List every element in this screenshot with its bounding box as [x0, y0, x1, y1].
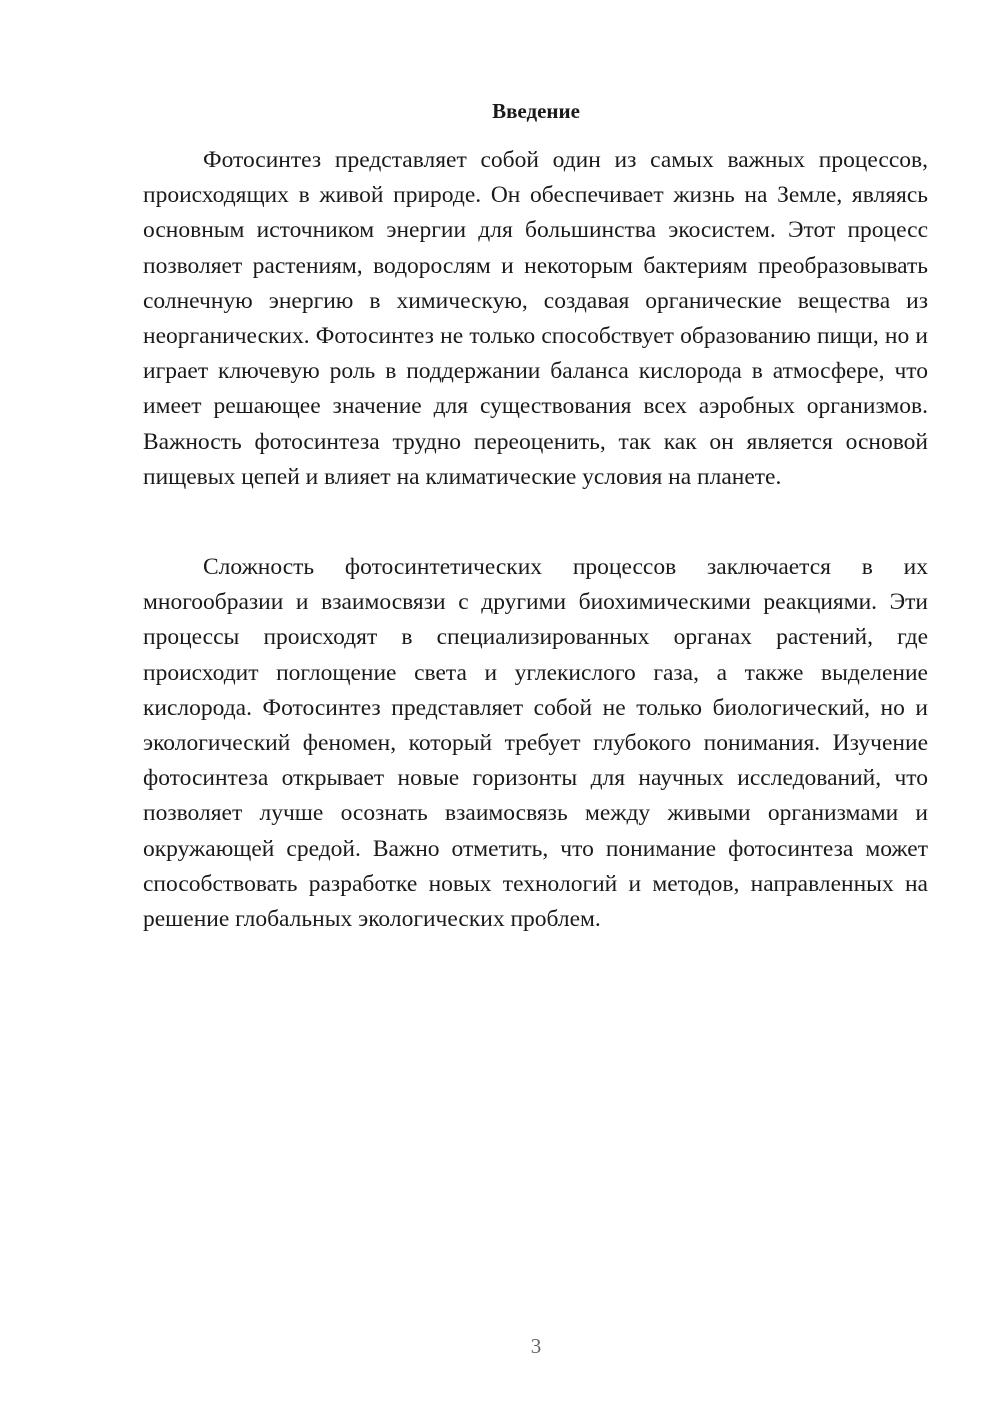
page-number: 3 [530, 1334, 542, 1358]
paragraph-complexity: Сложность фотосинтетических процессов заключается в их многообразии и взаимосвязи с другими биохимическими реакциями. Эти процессы происходят в специализированных органах растений, где происходит поглощение света и углекислого газа, а также выделение кислорода. Фотосинтез представляет собой не только биологический, но и экологический феномен, который требует глубокого понимания. Изучение фотосинтеза открывает новые горизонты для научных исследований, что позволяет лучше осознать взаимосвязь между живыми организмами и окружающей средой. Важно отметить, что понимание фотосинтеза может способствовать разработке новых технологий и методов, направленных на решение глобальных экологических проблем. [143, 554, 928, 933]
section-heading: Введение [492, 99, 580, 123]
paragraph-intro: Фотосинтез представляет собой один из самых важных процессов, происходящих в живой природе. Он обеспечивает жизнь на Земле, являясь основным источником энергии для большинства экосистем. Этот процесс позволяет растениям, водорослям и некоторым бактериям преобразовывать солнечную энергию в химическую, создавая органические вещества из неорганических. Фотосинтез не только способствует образованию пищи, но и играет ключевую роль в поддержании баланса кислорода в атмосфере, что имеет решающее значение для существования всех аэробных организмов. Важность фотосинтеза трудно переоценить, так как он является основой пищевых цепей и влияет на климатические условия на планете. [143, 147, 928, 490]
